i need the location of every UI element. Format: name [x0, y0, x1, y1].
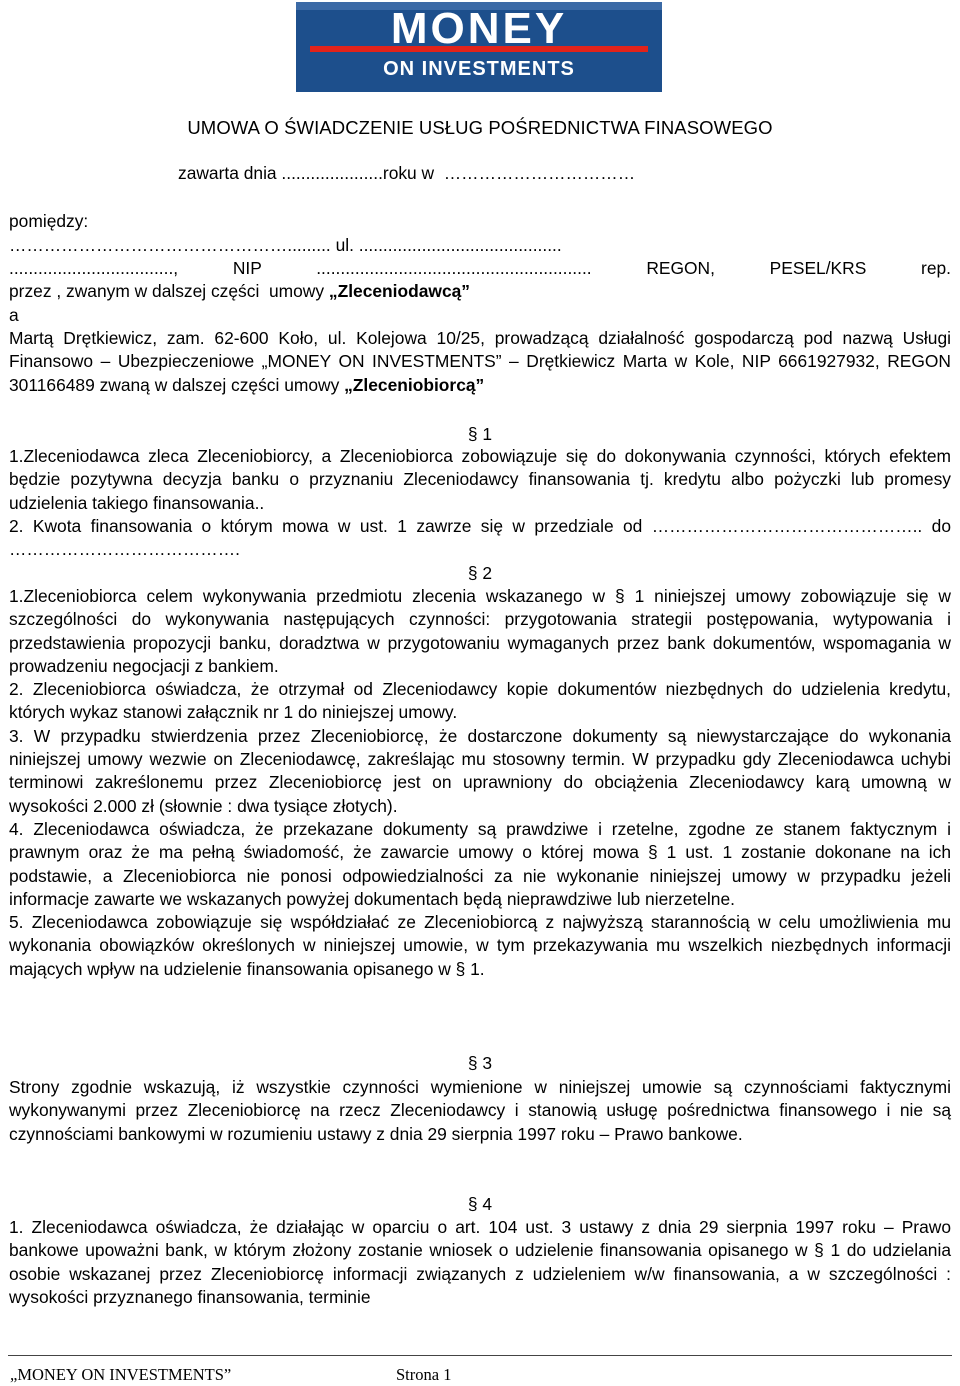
- logo-wordmark: MONEY: [390, 4, 568, 53]
- document-title: UMOWA O ŚWIADCZENIE USŁUG POŚREDNICTWA FINASOWEGO: [187, 117, 773, 138]
- section-1-paragraph-2: 2. Kwota finansowania o którym mowa w ust. 1 zawrze się w przedziale od ……………………………………….. do ………………………………….: [9, 515, 951, 560]
- section-2-paragraph-2: 2. Zleceniobiorca oświadcza, że otrzymał od Zleceniodawcy kopie dokumentów niezbędnych do udzielenia kredytu, których wykaz stanowi załącznik nr 1 do niniejszej umowy.: [9, 679, 951, 723]
- zleceniodawca-term: „Zleceniodawcą”: [328, 281, 470, 301]
- footer-brand: „MONEY ON INVESTMENTS”: [10, 1365, 232, 1384]
- party1-line2-text: .................................., NIP ......................................................... REGON, PESEL/KRS rep.: [9, 258, 951, 278]
- party1-line3: [9, 280, 470, 303]
- section-1-body: [9, 445, 951, 561]
- section-4-heading: § 4: [467, 1194, 493, 1214]
- party1-line1: …………………………………………......... ul. ..........................................: [9, 235, 562, 255]
- section-2-body: [9, 585, 951, 981]
- section-3-paragraph-1: Strony zgodnie wskazują, iż wszystkie czynności wymienione w niniejszej umowie są czynnościami faktycznymi wykonywanymi przez Zleceniobiorcę na rzecz Zleceniodawcy i stanowią usługę pośrednictwa finansowego i nie są czynnościami bankowymi w rozumieniu ustawy z dnia 29 sierpnia 1997 roku – Prawo bankowe.: [9, 1077, 951, 1144]
- section-3-heading: § 3: [467, 1053, 493, 1073]
- section-2-paragraph-1: 1.Zleceniobiorca celem wykonywania przedmiotu zlecenia wskazanego w § 1 niniejszej umowy zobowiązuje się w szczególności do wykonywania następujących czynności: przygotowania strategii postępowania, wytypowania i przedstawienia propozycji banku, doradztwa w przygotowaniu wymaganych przez bank dokumentów, wspomagania w prowadzeniu negocjacji z bankiem.: [9, 586, 951, 676]
- footer-page-number: Strona 1: [396, 1365, 452, 1384]
- section-4-paragraph-1: 1. Zleceniodawca oświadcza, że działając w oparciu o art. 104 ust. 3 ustawy z dnia 29 sierpnia 1997 roku – Prawo bankowe upoważni bank, w którym złożony zostanie wniosek o udzielenie finansowania opisanego w § 1 do udzielania osobie wskazanej przez Zleceniobiorcę informacji związanych z udzieleniem w/w finansowania, a w szczególności : wysokości przyznanego finansowania, terminie: [9, 1217, 951, 1307]
- party2-paragraph: [9, 327, 951, 397]
- section-2-heading: § 2: [467, 563, 493, 583]
- section-1-paragraph-1: 1.Zleceniodawca zleca Zleceniobiorcy, a Zleceniobiorca zobowiązuje się do dokonywania czynności, których efektem będzie pozytywna decyzja banku o przyznaniu Zleceniodawcy finansowania tj. kredytu albo pożyczki lub promesy udzielenia takiego finansowania..: [9, 446, 951, 513]
- section-4-body: [9, 1216, 951, 1309]
- section-2-paragraph-4: 4. Zleceniodawca oświadcza, że przekazane dokumenty są prawdziwe i rzetelne, zgodne ze stanem faktycznym i prawnym oraz że ma pełną świadomość, że zawarcie umowy o której mowa § 1 ust. 1 zostanie dokonane na ich podstawie, a Zleceniobiorca nie ponosi odpowiedzialności za nie wykonanie niniejszej umowy w przypadku jeżeli informacje zawarte we wskazanych powyżej dokumentach będą nieprawdziwe lub nierzetelne.: [9, 818, 951, 909]
- document-subtitle: zawarta dnia .....................roku w ……………………………: [178, 163, 636, 183]
- logo-tagline: ON INVESTMENTS: [383, 58, 575, 80]
- section-2-paragraph-3: 3. W przypadku stwierdzenia przez Zleceniobiorcę, że dostarczone dokumenty są niewystarczające do wykonania niniejszej umowy wezwie on Zleceniodawcę, zakreślając mu stosowny termin. W przypadku gdy Zleceniodawca uchybi terminowi zakreślonemu przez Zleceniobiorcę jest on uprawniony do obciążenia Zleceniodawcy karą umowną w wysokości 2.000 zł (słownie : dwa tysiące złotych).: [9, 725, 951, 816]
- party2-text: Martą Drętkiewicz, zam. 62-600 Koło, ul. Kolejowa 10/25, prowadzącą działalność gospodarczą pod nazwą Usługi Finansowo – Ubezpieczeniowe „MONEY ON INVESTMENTS” – Drętkiewicz Marta w Kole, NIP 6661927932, REGON 301166489 zwaną w dalszej części umowy: [9, 328, 951, 395]
- money-on-investments-logo: [296, 2, 662, 92]
- section-2-paragraph-5: 5. Zleceniodawca zobowiązuje się współdziałać ze Zleceniobiorcą z najwyższą starannością w celu umożliwienia mu wykonania obowiązków określonych w niniejszej umowie, w tym przekazywania mu wszelkich niezbędnych informacji mających wpływ na udzielenie finansowania opisanego w § 1.: [9, 912, 951, 979]
- party1-line3-text: przez , zwanym w dalszej części umowy: [9, 281, 329, 301]
- section-3-body: [9, 1076, 951, 1146]
- footer-divider: [8, 1355, 952, 1356]
- parties-intro: pomiędzy:: [9, 211, 89, 231]
- conjunction-a: a: [9, 305, 19, 325]
- party1-line2: [9, 257, 951, 280]
- zleceniobiorca-term: „Zleceniobiorcą”: [344, 374, 485, 395]
- section-1-heading: § 1: [467, 424, 493, 444]
